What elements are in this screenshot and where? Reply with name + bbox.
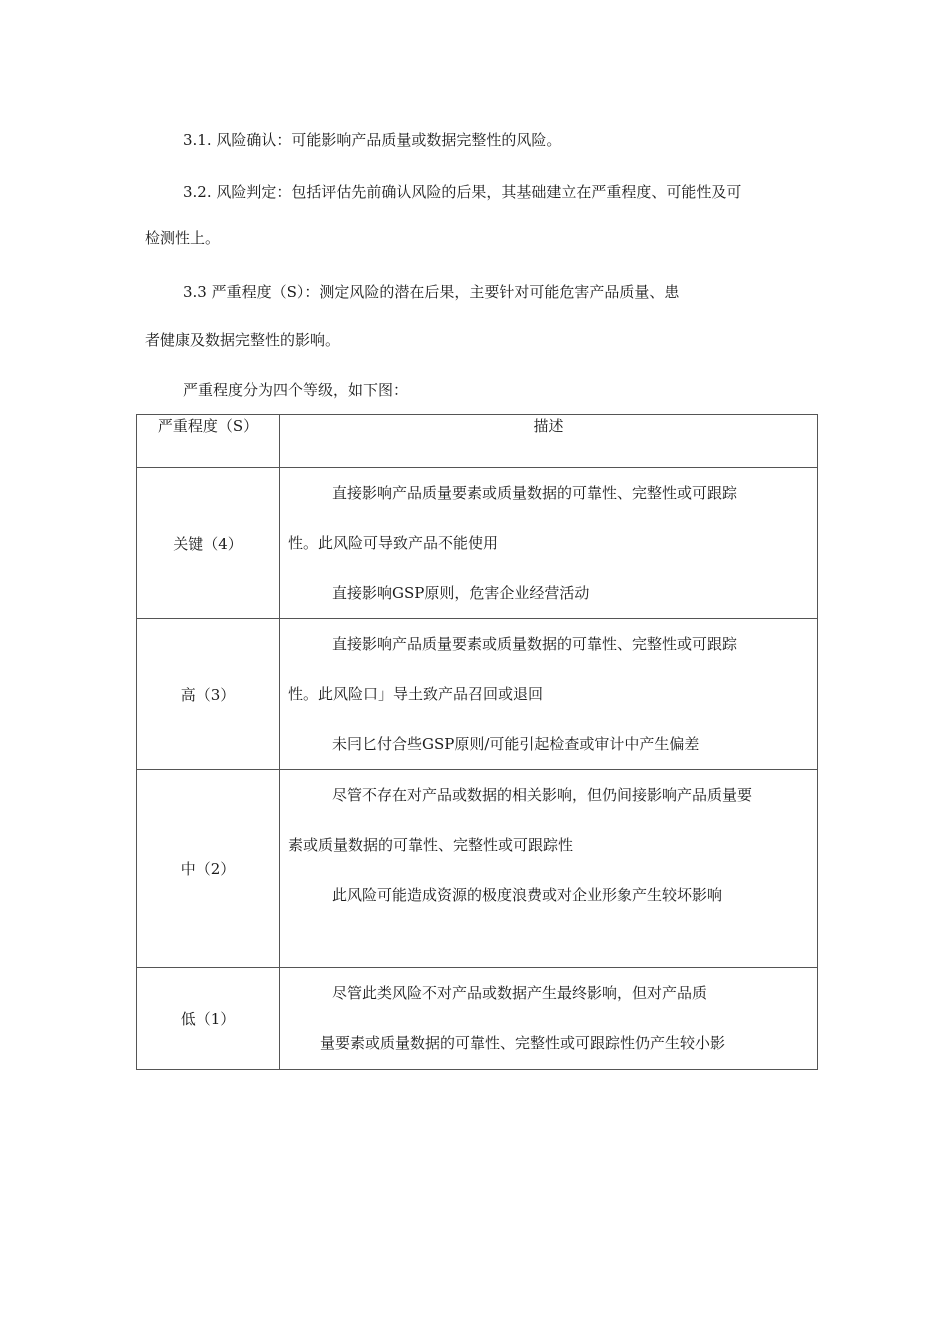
level-label: 高（3） <box>180 685 236 704</box>
description-cell <box>280 619 818 770</box>
header-description: 描述 <box>280 415 818 468</box>
table-row <box>137 468 818 619</box>
description-line: 量要素或质量数据的可靠性、完整性或可跟踪性仍产生较小影 <box>320 1034 726 1052</box>
description-line: 素或质量数据的可靠性、完整性或可跟踪性 <box>288 836 574 854</box>
level-label: 低（1） <box>180 1010 236 1028</box>
para-3-2-line2: 检测性上。 <box>145 229 221 247</box>
description-line: 性。此风险可导致产品不能使用 <box>288 534 499 552</box>
header-severity: 严重程度（S） <box>137 415 280 468</box>
para-3-2-line1: 3.2. 风险判定：包括评估先前确认风险的后果，其基础建立在严重程度、可能性及可 <box>183 183 742 201</box>
description-line: 直接影响GSP原则，危害企业经营活动 <box>332 584 590 602</box>
description-line: 直接影响产品质量要素或质量数据的可靠性、完整性或可跟踪 <box>332 635 738 653</box>
level-label: 关键（4） <box>173 534 243 553</box>
para-3-1: 3.1. 风险确认：可能影响产品质量或数据完整性的风险。 <box>183 131 562 149</box>
severity-table <box>136 414 818 1070</box>
level-cell <box>137 619 280 770</box>
para-levels-intro: 严重程度分为四个等级，如下图： <box>183 381 409 399</box>
description-cell <box>280 770 818 968</box>
description-line: 性。此风险口」导土致产品召回或退回 <box>288 685 544 703</box>
para-3-3-line1: 3.3 严重程度（S）：测定风险的潜在后果，主要针对可能危害产品质量、患 <box>183 283 680 301</box>
description-cell <box>280 968 818 1070</box>
description-line: 未冃匕付合些GSP原则/可能引起检查或审计中产生偏差 <box>332 735 700 753</box>
table-row <box>137 968 818 1070</box>
description-line: 直接影响产品质量要素或质量数据的可靠性、完整性或可跟踪 <box>332 484 738 502</box>
para-3-3-line2: 者健康及数据完整性的影响。 <box>145 331 341 349</box>
level-cell <box>137 468 280 619</box>
description-line: 尽管不存在对产品或数据的相关影响，但仍间接影响产品质量要 <box>332 786 753 804</box>
table-row <box>137 619 818 770</box>
level-cell <box>137 770 280 968</box>
description-cell <box>280 468 818 619</box>
level-cell <box>137 968 280 1070</box>
table-row <box>137 770 818 968</box>
table-header-row <box>137 415 818 468</box>
description-line: 尽管此类风险不对产品或数据产生最终影响，但对产品质 <box>332 984 708 1002</box>
level-label: 中（2） <box>180 860 236 878</box>
description-line: 此风险可能造成资源的极度浪费或对企业形象产生较坏影响 <box>332 886 723 904</box>
